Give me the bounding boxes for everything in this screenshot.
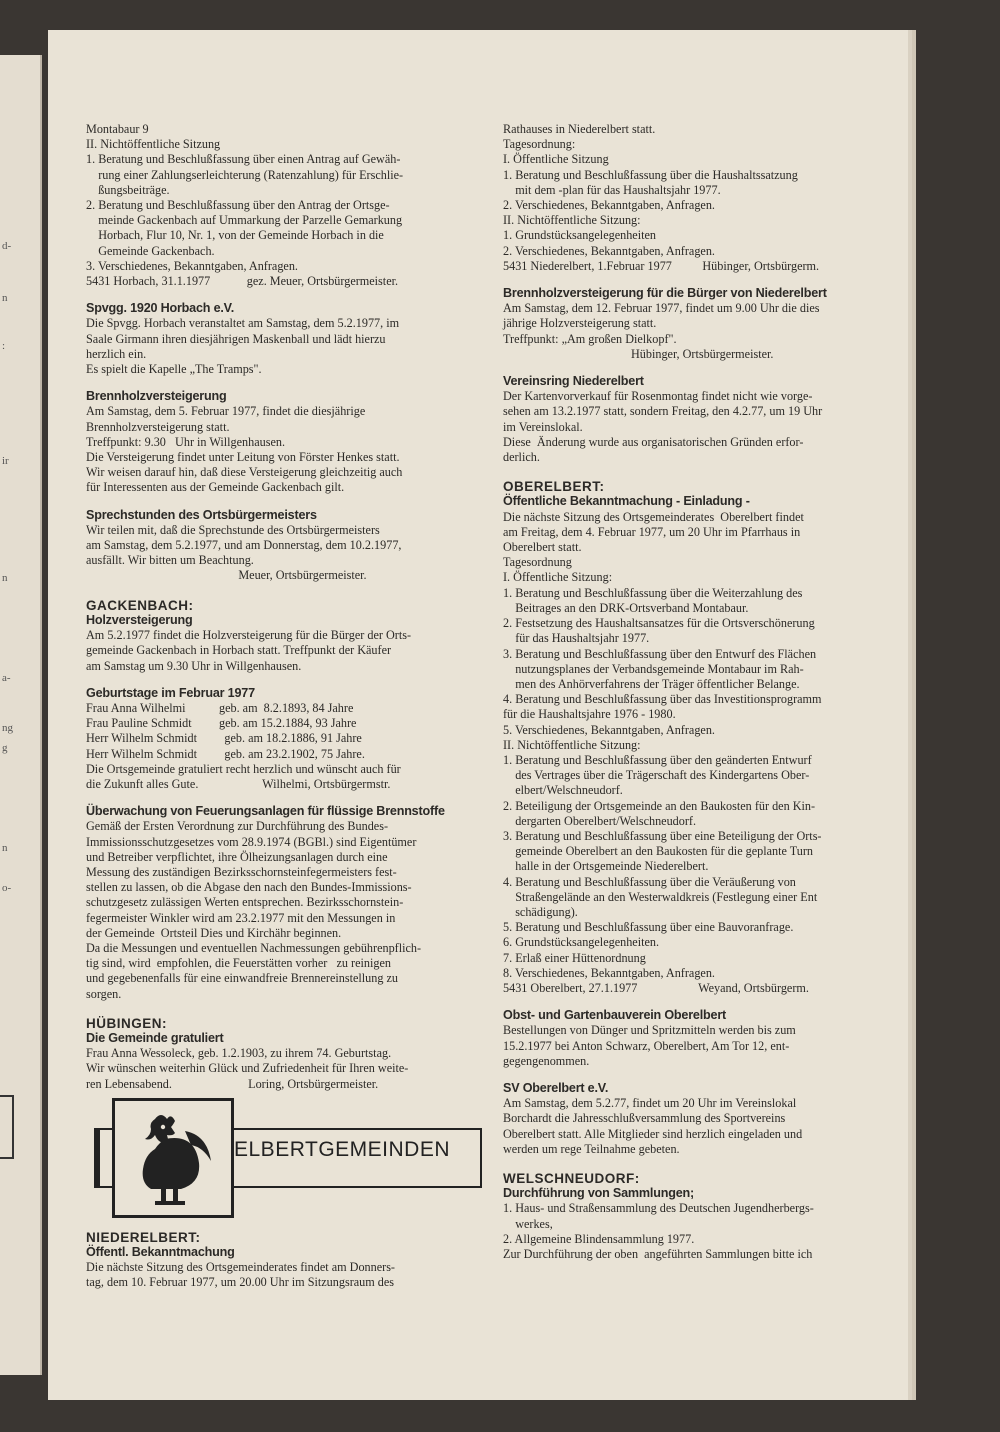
section-subheading: Öffentliche Bekanntmachung - Einladung -	[503, 494, 750, 509]
article-text: Rathauses in Niederelbert statt. Tagesordnung: I. Öffentliche Sitzung 1. Beratung und Beschlußfassung über die Haushaltssatzung mit dem -plan für das Haushaltsjahr 1977. 2. Verschiedenes, Bekanntgaben, Anfragen. II. Nichtöffentliche Sitzung: 1. Grundstücksangelegenheiten 2. Verschiedenes, Bekanntgaben, Anfragen. 5431 Niederelbert, 1.Februar 1977 Hübinger, Ortsbürgerm.	[503, 122, 820, 273]
article-text: Am Samstag, dem 5. Februar 1977, findet die diesjährige Brennholzversteigerung statt. Treffpunkt: 9.30 Uhr in Willgenhausen. Die Versteigerung findet unter Leitung von Förster Henkes statt. Wir weisen darauf hin, daß diese Versteigerung gleichzeitig auch für Interessenten aus der Gemeinde Gackenbach gilt.	[86, 404, 403, 495]
previous-page-fragment: o-	[2, 882, 12, 894]
article-heading: Spvgg. 1920 Horbach e.V.	[86, 301, 235, 316]
article-text: Die Spvgg. Horbach veranstaltet am Samstag, dem 5.2.1977, im Saale Girmann ihren diesjährigen Maskenball und lädt hierzu herzlich ein. Es spielt die Kapelle „The Tramps".	[86, 316, 400, 377]
right-column	[503, 122, 903, 1262]
article-heading: Obst- und Gartenbauverein Oberelbert	[503, 1008, 727, 1023]
article-text: Frau Anna Wilhelmi geb. am 8.2.1893, 84 Jahre Frau Pauline Schmidt geb. am 15.2.1884, 93 Jahre Herr Wilhelm Schmidt geb. am 18.2.1886, 91 Jahre Herr Wilhelm Schmidt geb. am 23.2.1902, 75 Jahre. Die Ortsgemeinde gratuliert recht herzlich und wünscht auch für die Zukunft alles Gute. Wilhelmi, Ortsbürgermstr.	[86, 700, 401, 791]
article-text: 1. Haus- und Straßensammlung des Deutschen Jugendherbergs- werkes, 2. Allgemeine Blindensammlung 1977. Zur Durchführung der oben angeführten Sammlungen bitte ich	[503, 1201, 814, 1262]
logo-frame	[112, 1098, 234, 1218]
article-heading: Überwachung von Feuerungsanlagen für flüssige Brennstoffe	[86, 804, 445, 819]
section-heading: WELSCHNEUDORF:	[503, 1171, 640, 1186]
article-text: Die nächste Sitzung des Ortsgemeinderates Oberelbert findet am Freitag, dem 4. Februar 1977, um 20 Uhr im Pfarrhaus in Oberelbert statt. Tagesordnung I. Öffentliche Sitzung: 1. Beratung und Beschlußfassung über die Weiterzahlung des Beitrages an den DRK-Ortsverband Montabaur. 2. Festsetzung des Haushaltsansatzes für die Ortsverschönerung für das Haushaltsjahr 1977. 3. Beratung und Beschlußfassung über den Entwurf des Flächen nutzungsplanes der Verbandsgemeinde Montabaur im Rah- men des Anhörverfahrens der Träger öffentlicher Belange. 4. Beratung und Beschlußfassung über das Investitionsprogramm für die Haushaltsjahre 1976 - 1980. 5. Verschiedenes, Bekanntgaben, Anfragen. II. Nichtöffentliche Sitzung: 1. Beratung und Beschlußfassung über den geänderten Entwurf des Vertrages über die Trägerschaft des Kindergartens Ober- elbert/Welschneudorf. 2. Beteiligung der Ortsgemeinde an den Baukosten für den Kin- dergarten Oberelbert/Welschneudorf. 3. Beratung und Beschlußfassung über eine Beteiligung der Orts- gemeinde Oberelbert an den Baukosten für die geplante Turn halle in der Ortsgemeinde Niederelbert. 4. Beratung und Beschlußfassung über die Veräußerung von Straßengelände an den Westerwaldkreis (Festlegung einer Ent schädigung). 5. Beratung und Beschlußfassung über eine Bauvoranfrage. 6. Grundstücksangelegenheiten. 7. Erlaß einer Hüttenordnung 8. Verschiedenes, Bekanntgaben, Anfragen. 5431 Oberelbert, 27.1.1977 Weyand, Ortsbürgerm.	[503, 509, 822, 995]
logo-text: ELBERTGEMEINDEN	[234, 1137, 450, 1161]
section-subheading: Die Gemeinde gratuliert	[86, 1030, 224, 1045]
left-column	[86, 122, 491, 1291]
previous-page-fragment: n	[2, 572, 8, 584]
section-heading: GACKENBACH:	[86, 597, 194, 613]
previous-page-fragment: n	[2, 842, 8, 854]
section-subheading: Holzversteigerung	[86, 612, 193, 627]
rooster-icon	[115, 1101, 225, 1209]
article-heading: Brennholzversteigerung für die Bürger von Niederelbert	[503, 286, 827, 301]
previous-page-edge	[0, 55, 42, 1375]
section-heading: OBERELBERT:	[503, 479, 605, 495]
article-heading: Sprechstunden des Ortsbürgermeisters	[86, 507, 317, 522]
previous-page-fragment: ng	[2, 722, 13, 734]
section-heading: NIEDERELBERT:	[86, 1229, 201, 1245]
section-subheading: Öffentl. Bekanntmachung	[86, 1244, 235, 1259]
previous-page-fragment: g	[2, 742, 8, 754]
article-heading: SV Oberelbert e.V.	[503, 1080, 609, 1095]
previous-page-fragment: :	[2, 340, 6, 352]
previous-page-fragment: a-	[2, 672, 11, 684]
article-text: Wir teilen mit, daß die Sprechstunde des Ortsbürgermeisters am Samstag, dem 5.2.1977, und am Donnerstag, dem 10.2.1977, ausfällt. Wir bitten um Beachtung. Meuer, Ortsbürgermeister.	[86, 522, 402, 583]
article-heading: Brennholzversteigerung	[86, 389, 227, 404]
article-heading: Geburtstage im Februar 1977	[86, 685, 255, 700]
previous-page-fragment: d-	[2, 240, 12, 252]
previous-page-box	[0, 1095, 14, 1159]
article-text: Am 5.2.1977 findet die Holzversteigerung für die Bürger der Orts- gemeinde Gackenbach in Horbach statt. Treffpunkt der Käufer am Samstag um 9.30 Uhr in Willgenhausen.	[86, 628, 412, 673]
section-heading: HÜBINGEN:	[86, 1015, 167, 1031]
elbertgemeinden-logo	[94, 1098, 494, 1216]
previous-page-fragment: ir	[2, 455, 9, 467]
article-text: Am Samstag, dem 5.2.77, findet um 20 Uhr im Vereinslokal Borchardt die Jahresschlußversammlung des Sportvereins Oberelbert statt. Alle Mitglieder sind herzlich eingeladen und werden um rege Teilnahme gebeten.	[503, 1096, 803, 1156]
article-text: Bestellungen von Dünger und Spritzmitteln werden bis zum 15.2.1977 bei Anton Schwarz, Oberelbert, Am Tor 12, ent- gegengenommen.	[503, 1023, 796, 1068]
newspaper-page	[48, 30, 908, 1400]
article-text: Die nächste Sitzung des Ortsgemeinderates findet am Donners- tag, dem 10. Februar 1977, um 20.00 Uhr im Sitzungsraum des	[86, 1260, 395, 1290]
article-text: Montabaur 9 II. Nichtöffentliche Sitzung 1. Beratung und Beschlußfassung über einen Antrag auf Gewäh- rung einer Zahlungserleichterung (Ratenzahlung) für Erschlie- ßungsbeiträge. 2. Beratung und Beschlußfassung über den Antrag der Ortsge- meinde Gackenbach auf Ummarkung der Parzelle Gemarkung Horbach, Flur 10, Nr. 1, von der Gemeinde Horbach in die Gemeinde Gackenbach. 3. Verschiedenes, Bekanntgaben, Anfragen. 5431 Horbach, 31.1.1977 gez. Meuer, Ortsbürgermeister.	[86, 122, 404, 289]
article-text: Der Kartenvorverkauf für Rosenmontag findet nicht wie vorge- sehen am 13.2.1977 statt, sondern Freitag, den 4.2.77, um 19 Uhr im Vereinslokal. Diese Änderung wurde aus organisatorischen Gründen erfor- derlich.	[503, 389, 823, 465]
article-heading: Vereinsring Niederelbert	[503, 374, 644, 389]
section-subheading: Durchführung von Sammlungen;	[503, 1186, 694, 1201]
previous-page-fragment: n	[2, 292, 8, 304]
article-text: Gemäß der Ersten Verordnung zur Durchführung des Bundes- Immissionsschutzgesetzes vom 28.9.1974 (BGBl.) sind Eigentümer und Betreiber verpflichtet, ihre Ölheizungsanlagen durch eine Messung des zuständigen Bezirksschornsteinfegermeisters fest- stellen zu lassen, ob die Abgase den nach den Bundes-Immissions- schutzgesetz zulässigen Werten entsprechen. Bezirksschornstein- fegermeister Winkler wird am 23.2.1977 mit den Messungen in der Gemeinde Ortsteil Dies und Kirchähr beginnen. Da die Messungen und eventuellen Nachmessungen gebührenpflich- tig sind, wird empfohlen, die Feuerstätten vorher zu reinigen und gegebenenfalls für eine einwandfreie Brennereinstellung zu sorgen.	[86, 819, 422, 1001]
article-text: Frau Anna Wessoleck, geb. 1.2.1903, zu ihrem 74. Geburtstag. Wir wünschen weiterhin Glück und Zufriedenheit für Ihren weite- ren Lebensabend. Loring, Ortsbürgermeister.	[86, 1046, 409, 1091]
article-text: Am Samstag, dem 12. Februar 1977, findet um 9.00 Uhr die dies jährige Holzversteigerung statt. Treffpunkt: „Am großen Dielkopf". Hübinger, Ortsbürgermeister.	[503, 301, 820, 361]
